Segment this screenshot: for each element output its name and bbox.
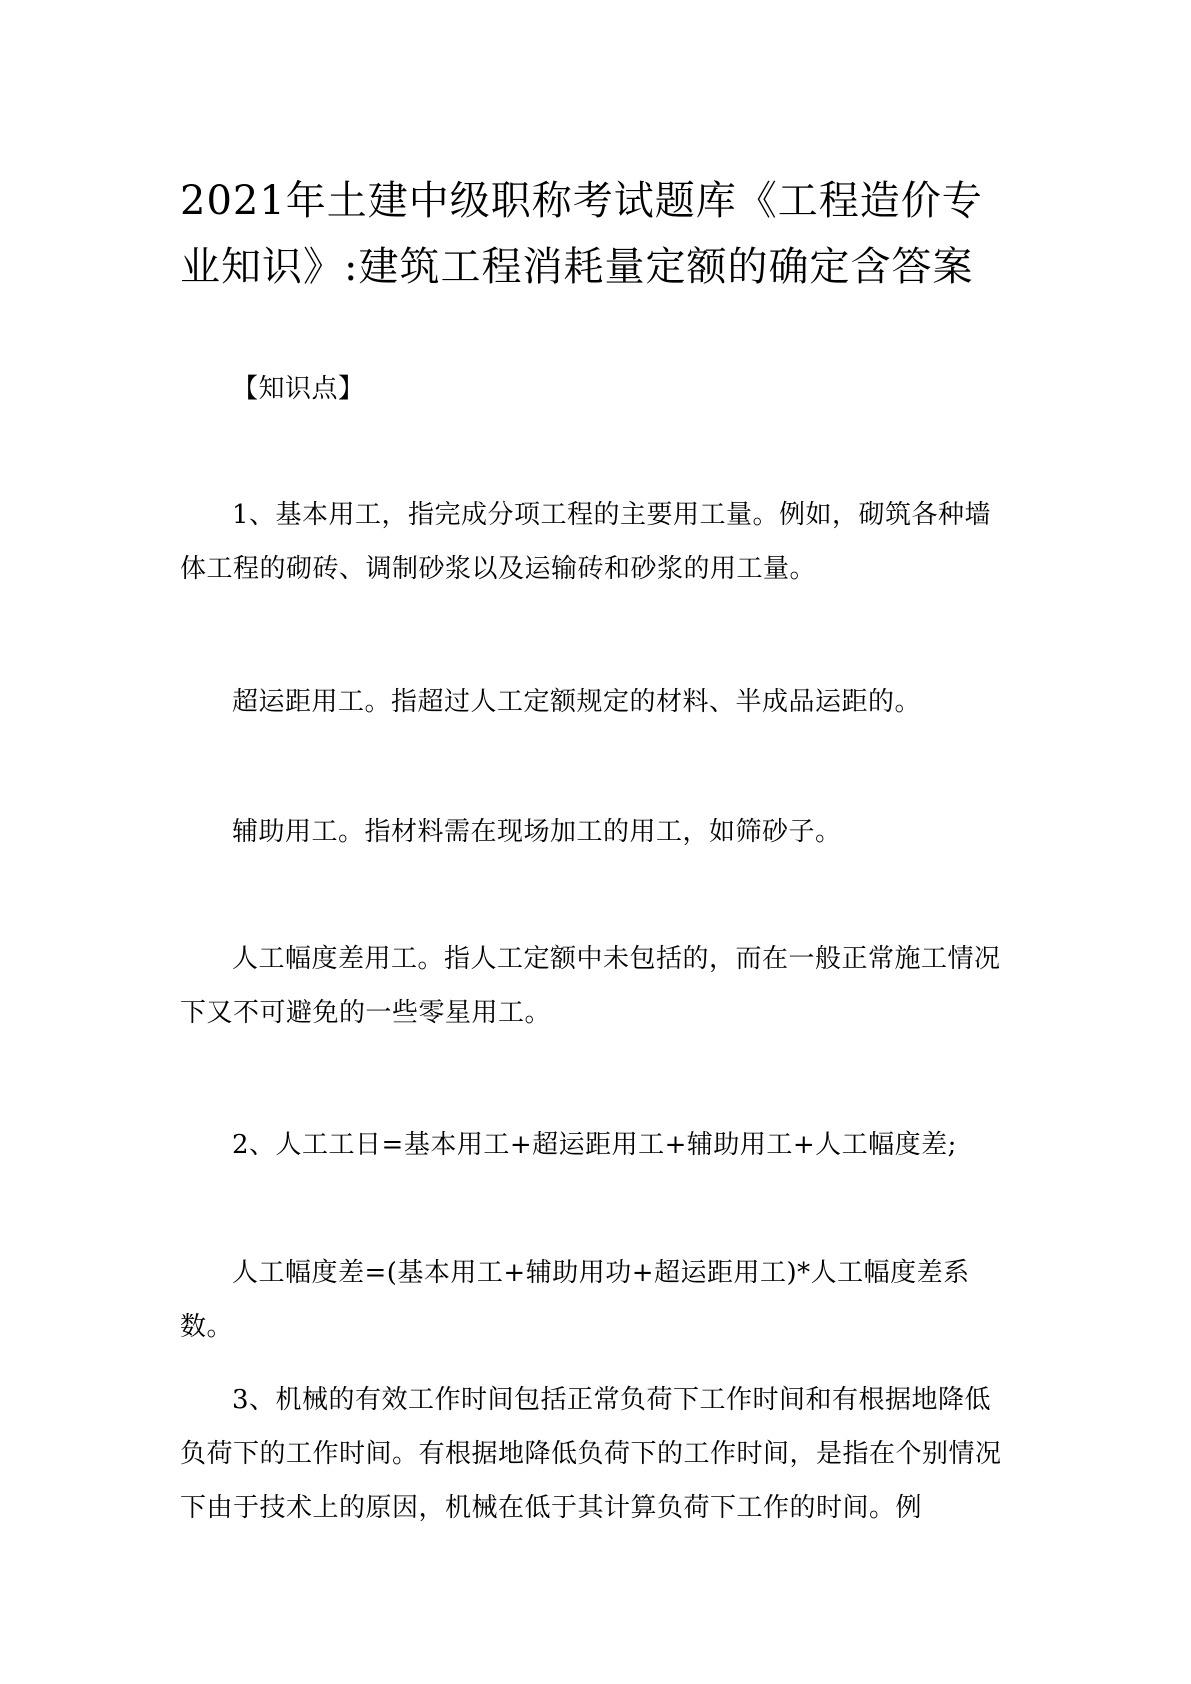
paragraph-auxiliary-labor: 辅助用工。指材料需在现场加工的用工，如筛砂子。 [232, 817, 842, 847]
paragraph-excess-distance-labor: 超运距用工。指超过人工定额规定的材料、半成品运距的。 [232, 687, 922, 717]
paragraph-labor-days-formula: 2、人工工日=基本用工+超运距用工+辅助用工+人工幅度差; [232, 1130, 957, 1160]
paragraph-labor-margin-formula: 人工幅度差=(基本用工+辅助用功+超运距用工)*人工幅度差系数。 [180, 1258, 970, 1342]
section-heading-knowledge-points: 【知识点】 [232, 374, 365, 404]
paragraph-machine-working-time: 3、机械的有效工作时间包括正常负荷下工作时间和有根据地降低负荷下的工作时间。有根据地降低负荷下的工作时间，是指在个别情况下由于技术上的原因，机械在低于其计算负荷下工作的时间。例 [180, 1385, 1002, 1523]
paragraph-labor-margin: 人工幅度差用工。指人工定额中未包括的，而在一般正常施工情况下又不可避免的一些零星用工。 [180, 944, 1001, 1028]
paragraph-basic-labor: 1、基本用工，指完成分项工程的主要用工量。例如，砌筑各种墙体工程的砌砖、调制砂浆以及运输砖和砂浆的用工量。 [180, 500, 992, 584]
document-title: 2021年土建中级职称考试题库《工程造价专业知识》:建筑工程消耗量定额的确定含答案 [180, 178, 983, 290]
